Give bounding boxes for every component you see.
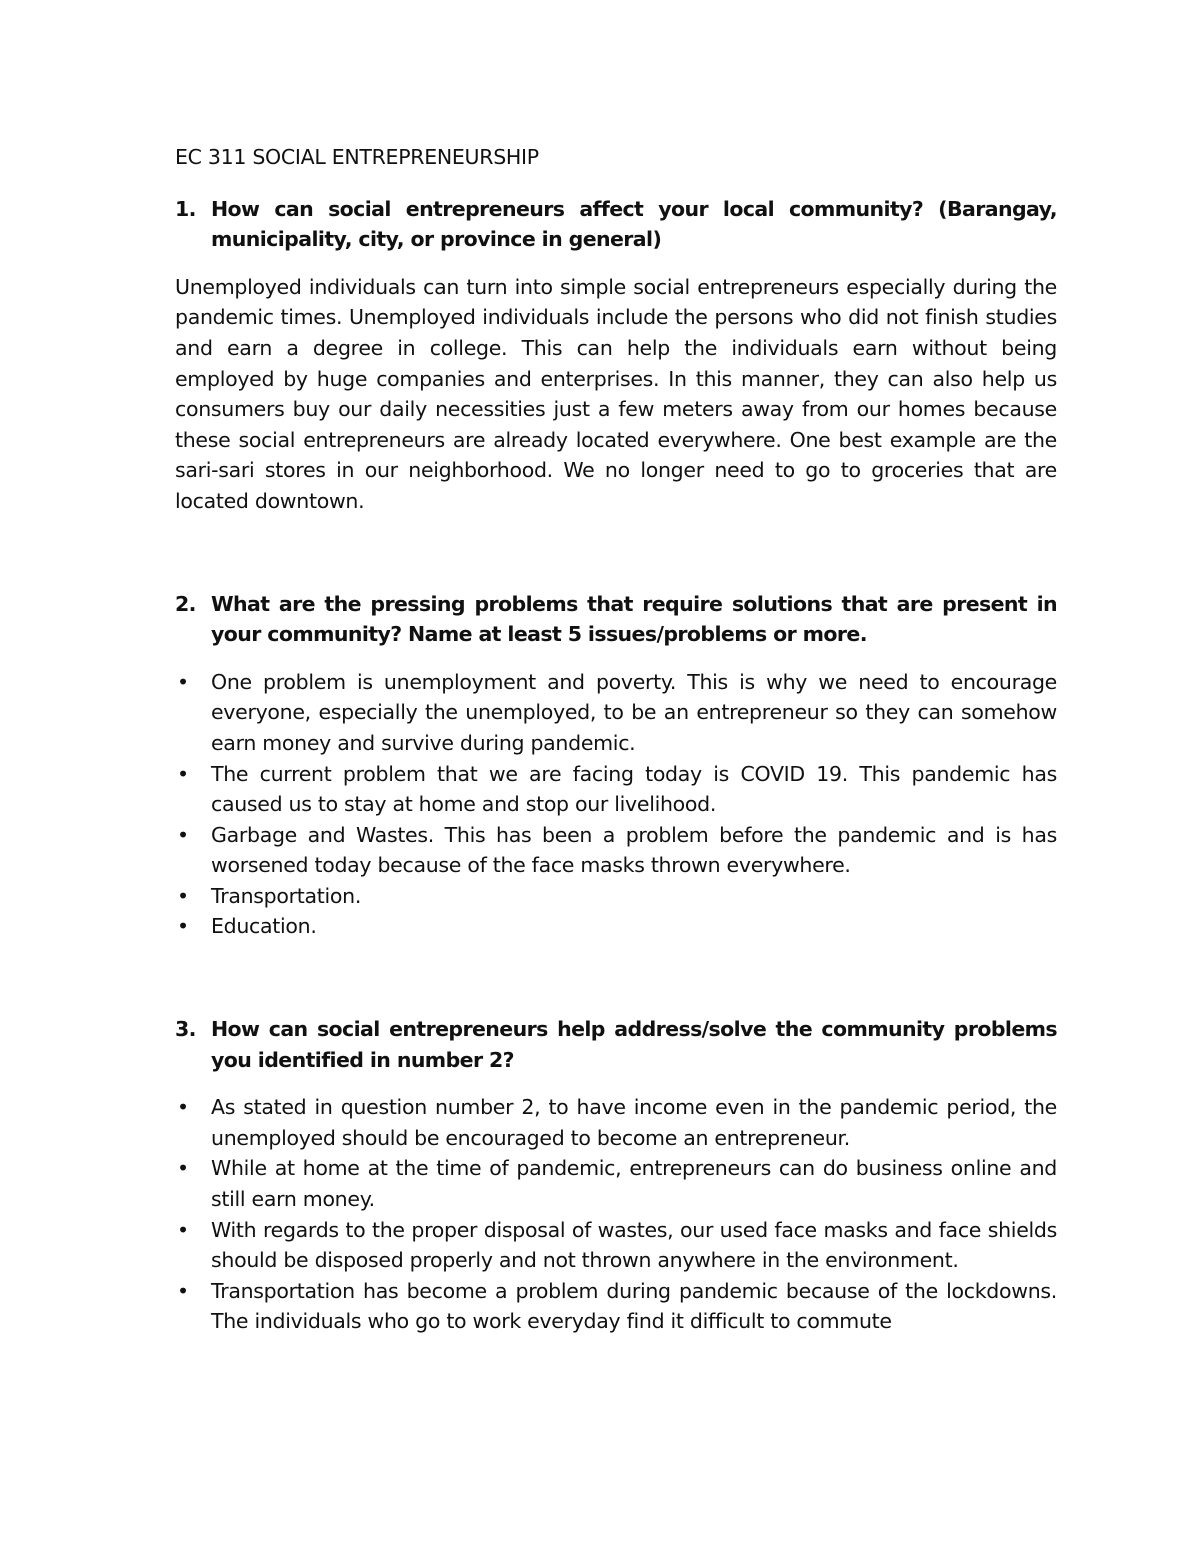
list-item — [175, 667, 1057, 759]
list-item-text: As stated in question number 2, to have income even in the pandemic period, the unemployed should be encouraged to become an entrepreneur. — [211, 1095, 1057, 1150]
bullet-icon: • — [177, 822, 189, 847]
list-item-text: Transportation. — [211, 883, 362, 908]
list-item-text: Education. — [211, 914, 317, 939]
list-item — [175, 1153, 1057, 1214]
list-item-text: The current problem that we are facing today is COVID 19. This pandemic has caused us to stay at home and stop our livelihood. — [211, 761, 1057, 817]
document-title: EC 311 SOCIAL ENTREPRENEURSHIP — [175, 145, 539, 169]
bullet-icon: • — [177, 761, 189, 786]
bullet-icon: • — [177, 1156, 189, 1181]
document-body — [175, 142, 1057, 1337]
question-number: 1. — [175, 196, 196, 221]
list-item-text: Garbage and Wastes. This has been a problem before the pandemic and is has worsened today because of the face masks thrown everywhere. — [211, 822, 1057, 878]
answer-bullet-list — [175, 667, 1057, 942]
list-item — [175, 1215, 1057, 1276]
list-item-text: While at home at the time of pandemic, entrepreneurs can do business online and still earn money. — [211, 1156, 1057, 1212]
bullet-icon: • — [177, 669, 189, 694]
list-item — [175, 911, 1057, 942]
list-item — [175, 1092, 1057, 1153]
question-number: 3. — [175, 1017, 196, 1042]
bullet-icon: • — [177, 883, 189, 908]
list-item — [175, 820, 1057, 881]
question-3 — [175, 1014, 1057, 1075]
bullet-icon: • — [177, 1217, 189, 1242]
question-number: 2. — [175, 591, 196, 616]
question-1 — [175, 194, 1057, 255]
list-item — [175, 881, 1057, 912]
question-text: How can social entrepreneurs affect your local community? (Barangay, municipality, city, or province in general) — [211, 196, 1057, 252]
question-2 — [175, 589, 1057, 650]
list-item-text: Transportation has become a problem during pandemic because of the lockdowns. The individuals who go to work everyday find it difficult to commute — [211, 1278, 1057, 1334]
question-text: What are the pressing problems that require solutions that are present in your community? Name at least 5 issues/problems or more. — [211, 591, 1057, 647]
list-item-text: One problem is unemployment and poverty. This is why we need to encourage everyone, especially the unemployed, to be an entrepreneur so they can somehow earn money and survive during pandemic. — [211, 669, 1057, 755]
answer-bullet-list — [175, 1092, 1057, 1337]
bullet-icon: • — [177, 1278, 189, 1303]
list-item — [175, 1276, 1057, 1337]
bullet-icon: • — [177, 914, 189, 939]
answer-paragraph: Unemployed individuals can turn into simple social entrepreneurs especially during the pandemic times. Unemployed individuals include the persons who did not finish studies and earn a degree in college. This can help the individuals earn without being employed by huge companies and enterprises. In this manner, they can also help us consumers buy our daily necessities just a few meters away from our homes because these social entrepreneurs are already located everywhere. One best example are the sari-sari stores in our neighborhood. We no longer need to go to groceries that are located downtown. — [175, 274, 1057, 513]
bullet-icon: • — [177, 1095, 189, 1120]
list-item — [175, 759, 1057, 820]
list-item-text: With regards to the proper disposal of wastes, our used face masks and face shields should be disposed properly and not thrown anywhere in the environment. — [211, 1217, 1057, 1273]
question-text: How can social entrepreneurs help address/solve the community problems you identified in number 2? — [211, 1017, 1057, 1072]
